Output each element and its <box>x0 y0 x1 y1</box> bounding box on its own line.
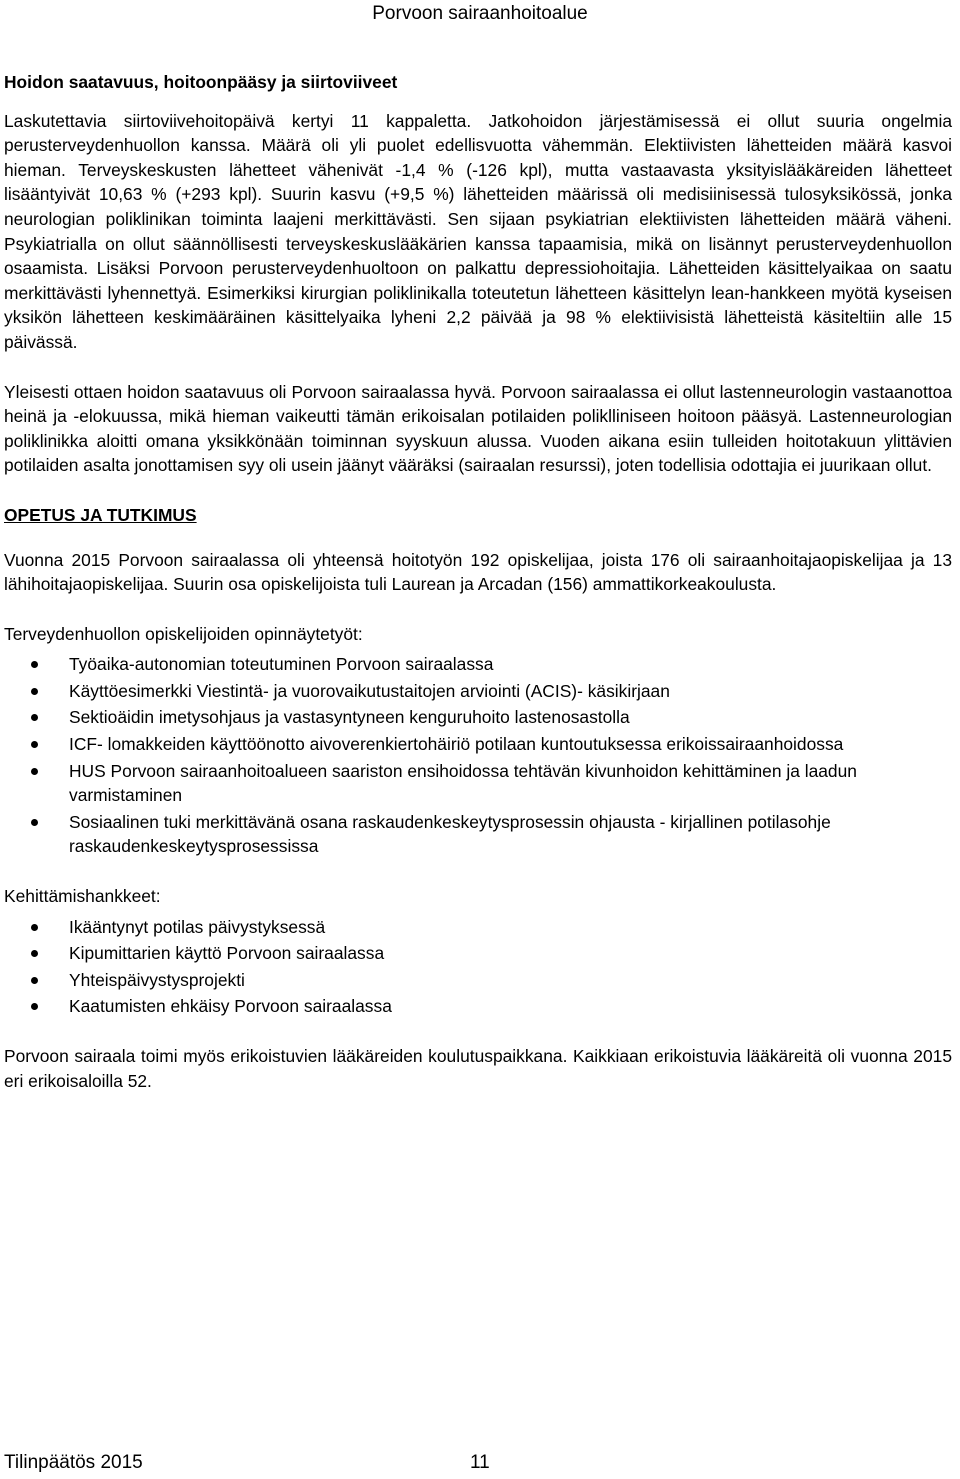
list-item <box>4 915 952 940</box>
list-item <box>4 941 952 966</box>
list-item-text: Kipumittarien käyttö Porvoon sairaalassa <box>69 943 385 964</box>
footer-title: Tilinpäätös 2015 <box>4 1452 143 1473</box>
page-number: 11 <box>470 1452 490 1473</box>
theses-label: Terveydenhuollon opiskelijoiden opinnäytetyöt: <box>4 623 363 644</box>
list-item <box>4 968 952 993</box>
list-item-text: Työaika-autonomian toteutuminen Porvoon sairaalassa <box>69 654 494 675</box>
list-item <box>4 810 952 859</box>
list-item-text: ICF- lomakkeiden käyttöönotto aivoverenkiertohäiriö potilaan kuntoutuksessa erikoissairaanhoidossa <box>69 734 844 755</box>
bullet-icon <box>31 977 38 984</box>
bullet-icon <box>31 768 38 775</box>
projects-list <box>4 915 952 1019</box>
page-header <box>0 0 960 32</box>
list-item <box>4 732 952 757</box>
bullet-icon <box>31 688 38 695</box>
bullet-icon <box>31 661 38 668</box>
list-item <box>4 994 952 1019</box>
paragraph-residents: Porvoon sairaala toimi myös erikoistuvien lääkäreiden koulutuspaikkana. Kaikkiaan erikoistuvia lääkäreitä oli vuonna 2015 eri erikoisaloilla 52. <box>4 1046 952 1091</box>
bullet-icon <box>31 819 38 826</box>
bullet-icon <box>31 924 38 931</box>
paragraph-referrals: Laskutettavia siirtoviivehoitopäivä kertyi 11 kappaletta. Jatkohoidon järjestämisessä ei ollut suuria ongelmia perusterveydenhuollon kanssa. Määrä oli yli puolet edellisvuotta vähemmän. Elektiivisten lähetteiden määrä kasvoi hieman. Terveyskeskusten lähetteet vähenivät -1,4 % (-126 kpl), mutta vastaavasta yksityislääkäreiden lähetteet lisääntyivät 10,63 % (+293 kpl). Suurin kasvu (+9,5 %) lähetteiden määrissä oli medisiinisessä tulosyksikössä, jonka neurologian poliklinikan toiminta laajeni merkittävästi. Sen sijaan psykiatrian elektiivisten lähetteiden määrä väheni. Psykiatrialla on ollut säännöllisesti terveyskeskuslääkärien kanssa tapaamisia, mikä on lisännyt perusterveydenhuollon osaamista. Lisäksi Porvoon perusterveydenhuoltoon on palkattu depressiohoitajia. Lähetteiden käsittelyaikaa on saatu merkittävästi lyhennettyä. Esimerkiksi kirurgian poliklinikalla toteutetun lähetteen käsittelyn lean-hankkeen myötä kyseisen yksikön lähetteen keskimääräinen käsittelyaika lyheni 2,2 päivää ja 98 % elektiivisistä lähetteistä käsiteltiin alle 15 päivässä. <box>4 110 952 352</box>
paragraph-students: Vuonna 2015 Porvoon sairaalassa oli yhteensä hoitotyön 192 opiskelijaa, joista 176 oli sairaanhoitajaopiskelijaa ja 13 lähihoitajaopiskelijaa. Suurin osa opiskelijoista tuli Laurean ja Arcadan (156) ammattikorkeakoulusta. <box>4 549 952 595</box>
list-item-text: Sektioäidin imetysohjaus ja vastasyntyneen kenguruhoito lastenosastolla <box>69 707 630 728</box>
list-item-text: Käyttöesimerkki Viestintä- ja vuorovaikutustaitojen arviointi (ACIS)- käsikirjaan <box>69 680 670 701</box>
section-heading-education: OPETUS JA TUTKIMUS <box>4 504 197 525</box>
list-item <box>4 679 952 704</box>
section-heading-access: Hoidon saatavuus, hoitoonpääsy ja siirtoviiveet <box>4 72 398 92</box>
bullet-icon <box>31 1003 38 1010</box>
list-item <box>4 652 952 677</box>
bullet-icon <box>31 741 38 748</box>
projects-label: Kehittämishankkeet: <box>4 886 161 907</box>
bullet-icon <box>31 950 38 957</box>
list-item-text: HUS Porvoon sairaanhoitoalueen saariston ensihoidossa tehtävän kivunhoidon kehittäminen ja laadun varmistaminen <box>69 760 857 806</box>
bullet-icon <box>31 714 38 721</box>
document-body <box>4 70 952 1093</box>
list-item <box>4 759 952 808</box>
paragraph-availability: Yleisesti ottaen hoidon saatavuus oli Porvoon sairaalassa hyvä. Porvoon sairaalassa ei ollut lastenneurologin vastaanottoa heinä ja -elokuussa, mikä hieman vaikeutti tämän erikoisalan potilaiden poliklliniseen hoitoon pääsyä. Lastenneurologian poliklinikka aloitti omana yksikkönään toiminnan syyskuun alussa. Vuoden aikana esiin tulleiden hoitotakuun ylittävien potilaiden asalta jonottamisen syy oli usein jäänyt vääräksi (sairaalan resurssi), joten todellisia odottajia ei juurikaan ollut. <box>4 381 952 476</box>
theses-list <box>4 652 952 859</box>
list-item-text: Ikääntynyt potilas päivystyksessä <box>69 916 326 937</box>
list-item <box>4 705 952 730</box>
header-title: Porvoon sairaanhoitoalue <box>372 3 588 24</box>
list-item-text: Yhteispäivystysprojekti <box>69 969 245 990</box>
list-item-text: Kaatumisten ehkäisy Porvoon sairaalassa <box>69 996 392 1017</box>
list-item-text: Sosiaalinen tuki merkittävänä osana raskaudenkeskeytysprosessin ohjausta - kirjallinen potilasohje raskaudenkeskeytysprosessissa <box>69 811 831 857</box>
